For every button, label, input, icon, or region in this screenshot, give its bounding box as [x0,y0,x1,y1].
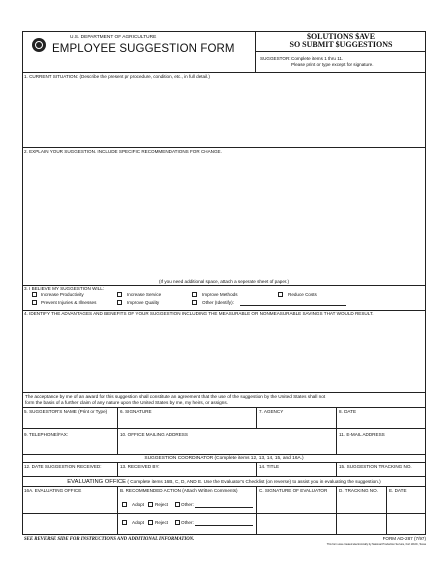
slogan-line-1: $OLUTIONS $AVE [306,32,376,41]
adopt-label-2: Adopt [132,520,145,525]
adopt-checkbox-2[interactable] [122,520,127,525]
improve-methods-label: Improve Methods [202,292,238,297]
suggestor-label: SUGGESTOR: [260,56,291,61]
date-label: 8. DATE [339,409,357,414]
increase-productivity-checkbox[interactable] [32,292,37,297]
improve-methods-checkbox[interactable] [192,292,197,297]
telephone-field[interactable] [22,438,117,454]
email-field[interactable] [336,438,426,454]
coordinator-bottom-line [22,476,426,477]
reduce-costs-checkbox[interactable] [278,292,283,297]
date-received-label: 12. DATE SUGGESTION RECEIVED: [24,464,102,469]
suggestion-field[interactable] [22,155,426,277]
eval-date-label: E. DATE [389,488,407,493]
evaluating-office-field[interactable] [22,494,117,535]
evaluating-heading-instructions: ( Complete items 16B, C, D, AND E. Use the Evaluator's Checklist (on reverse) to assist you in evaluating the suggestion.) [127,479,381,484]
evaluator-signature-label: C. SIGNATURE OF EVALUATOR [259,488,328,493]
tracking-no-label: 15. SUGGESTION TRACKING NO. [339,464,412,469]
see-reverse-note: SEE REVERSE SIDE FOR INSTRUCTIONS AND ADDITIONAL INFORMATION. [24,537,195,542]
slogan-divider [255,51,426,52]
section-4-label: 4. IDENTIFY THE ADVANTAGES AND BENEFITS OF YOUR SUGGESTION INCLUDING THE MEASURABLE OR NONMEASURABLE SAVINGS THAT WOULD RESULT. [24,311,374,316]
title-label: 14. TITLE [259,464,280,469]
other-identify-input[interactable] [240,305,346,306]
date-field[interactable] [336,415,426,428]
coordinator-heading-line [22,462,426,463]
improve-quality-checkbox[interactable] [117,300,122,305]
section-3-label: 3. I BELIEVE MY SUGGESTION WILL: [24,286,105,291]
other-input-1[interactable] [195,507,253,508]
increase-productivity-label: Increase Productivity [41,292,84,297]
signature-field[interactable] [117,415,256,428]
other-checkbox-2[interactable] [175,520,180,525]
evaluator-signature-field[interactable] [256,494,336,535]
eval-tracking-no-field[interactable] [336,494,386,535]
office-address-label: 10. OFFICE MAILING ADDRESS [120,432,188,437]
other-identify-label: Other (Identify): [202,300,234,305]
signature-label: 6. SIGNATURE [120,409,152,414]
adopt-checkbox-1[interactable] [122,502,127,507]
other-checkbox-1[interactable] [175,502,180,507]
reject-checkbox-1[interactable] [148,502,153,507]
reject-label-1: Reject [155,502,169,507]
received-by-label: 13. RECEIVED BY: [120,464,160,469]
section-1-bottom-line [22,147,426,148]
agency-field[interactable] [256,415,336,428]
header-bottom-line [22,72,426,73]
agreement-line-1: The acceptance by me of an award for this suggestion shall constitute an agreement that the use of the suggestion by the United States shall not [25,394,326,399]
suggestor-name-field[interactable] [22,415,117,428]
increase-service-label: Increase Service [127,292,162,297]
usda-seal-icon [32,38,46,52]
other-label-1: Other: [181,502,194,507]
evaluating-heading-line [22,486,426,487]
office-address-field[interactable] [117,438,336,454]
section-1-label: 1. CURRENT SITUATION: (Describe the present pr procedure, condition, etc., in full detail.) [24,74,210,79]
suggestor-note-2: Please print or type except for signature. [291,62,374,67]
eval-date-field[interactable] [386,494,426,535]
other-label-2: Other: [181,520,194,525]
eval-mid-line [22,513,426,514]
increase-service-checkbox[interactable] [117,292,122,297]
prevent-injuries-checkbox[interactable] [32,300,37,305]
agreement-line-2: form the basis of a further claim of any nature upon the United States by me, my heirs, or assigns. [25,400,228,405]
email-label: 11. E-MAIL ADDRESS [339,432,385,437]
evaluating-heading [22,479,426,485]
agency-label: 7. AGENCY [259,409,284,414]
reduce-costs-label: Reduce Costs [288,292,317,297]
slogan-line-2: SO SUBMIT $UGGESTIONS [289,40,393,49]
evaluating-heading-title: EVALUATING OFFICE [67,479,127,485]
current-situation-field[interactable] [22,80,426,147]
form-title: EMPLOYEE SUGGESTION FORM [52,43,235,55]
other-input-2[interactable] [195,525,253,526]
extra-space-note: (If you need additional space, attach a seperate sheet of paper.) [159,279,289,284]
prevent-injuries-label: Prevent Injuries & Illnesses [41,300,97,305]
section-4-bottom-line [22,392,426,393]
improve-quality-label: Improve Quality [127,300,160,305]
other-identify-checkbox[interactable] [192,300,197,305]
advantages-field[interactable] [22,318,426,392]
reject-label-2: Reject [155,520,169,525]
form-credit: This form was created electronically by National Production Service, Fort Worth, Texas [326,543,426,546]
recommended-action-label: B. RECOMMENDED ACTION (Attach Written Comments) [120,488,238,493]
adopt-label-1: Adopt [132,502,145,507]
agreement-bottom-line [22,407,426,408]
row5-bottom-line [22,428,426,429]
suggestor-name-label: 5. SUGGESTOR'S NAME (Print or Type) [24,409,108,414]
telephone-label: 9. TELEPHONE/FAX: [24,432,69,437]
section-2-label: 2. EXPLAIN YOUR SUGGESTION. INCLUDE SPECIFIC RECOMMENDATIONS FOR CHANGE. [24,149,222,154]
eval-tracking-no-label: D. TRACKING NO. [339,488,378,493]
department-name: U.S. DEPARTMENT OF AGRICULTURE [70,35,157,40]
row9-bottom-line [22,454,426,455]
reject-checkbox-2[interactable] [148,520,153,525]
suggestor-note-1: Complete items 1 thru 11. [291,56,344,61]
eval-divider-1 [117,486,118,535]
coordinator-heading: SUGGESTION COORDINATOR (Complete items 12, 13, 14, 15, and 16A.) [144,456,304,461]
evaluating-office-label: 16A. EVALUATING OFFICE [24,488,82,493]
form-number: FORM AD-287 (7/97) [382,536,426,541]
